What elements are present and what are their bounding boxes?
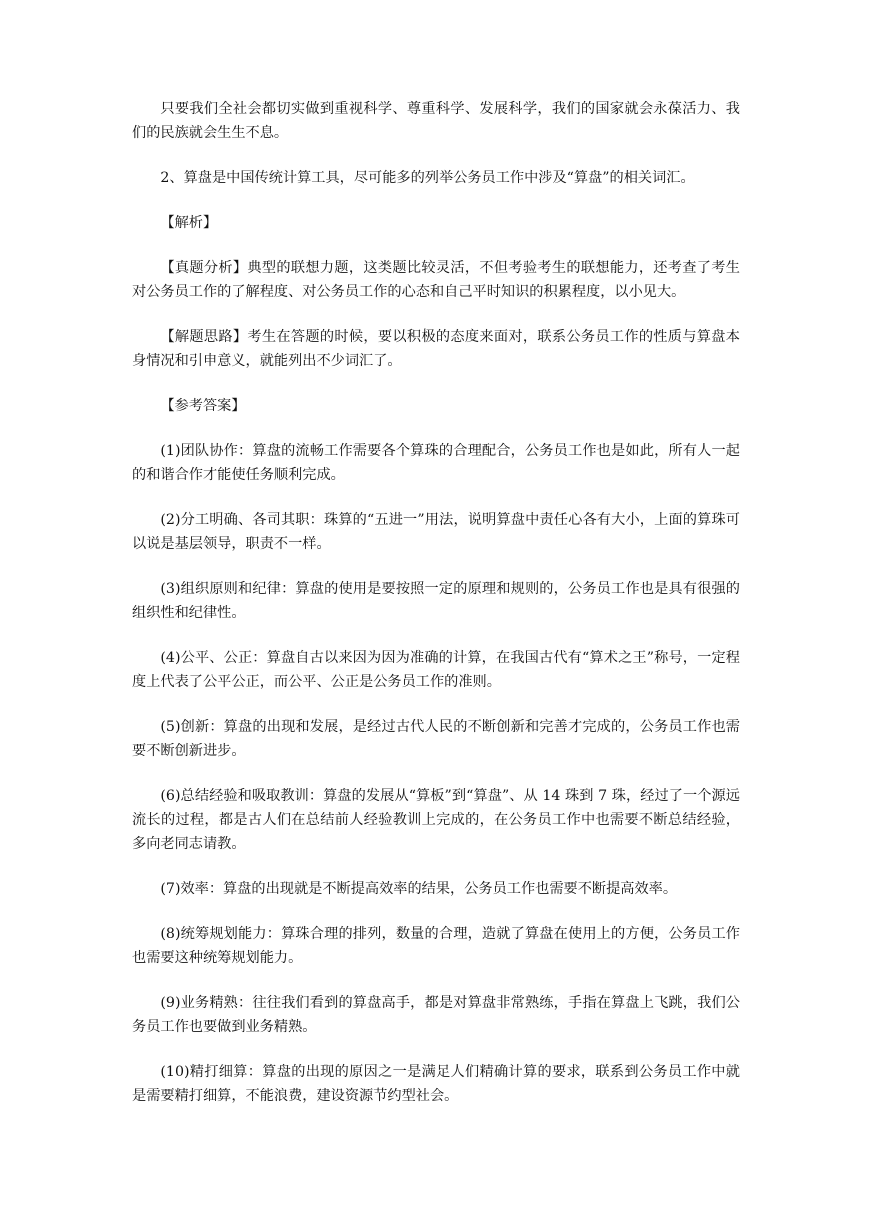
reference-answer-heading: 【参考答案】 <box>160 398 246 414</box>
closing-paragraph: 只要我们全社会都切实做到重视科学、尊重科学、发展科学，我们的国家就会永葆活力、我们的民族就会生生不息。 <box>132 101 740 141</box>
answer-item-3: (3)组织原则和纪律：算盘的使用是要按照一定的原理和规则的，公务员工作也是具有很强的组织性和纪律性。 <box>132 581 740 621</box>
answer-item-5: (5)创新：算盘的出现和发展，是经过古代人民的不断创新和完善才完成的，公务员工作也需要不断创新进步。 <box>132 719 740 759</box>
question-analysis: 【真题分析】典型的联想力题，这类题比较灵活，不但考验考生的联想能力，还考查了考生对公务员工作的了解程度、对公务员工作的心态和自己平时知识的积累程度，以小见大。 <box>132 260 740 300</box>
answer-item-6: (6)总结经验和吸取教训：算盘的发展从“算板”到“算盘”、从 14 珠到 7 珠，经过了一个源远流长的过程，都是古人们在总结前人经验教训上完成的，在公务员工作中也需要不断总结经验，多向老同志请教。 <box>132 788 740 852</box>
answer-item-4: (4)公平、公正：算盘自古以来因为因为准确的计算，在我国古代有“算术之王”称号，一定程度上代表了公平公正，而公平、公正是公务员工作的准则。 <box>132 650 740 690</box>
answer-item-2: (2)分工明确、各司其职：珠算的“五进一”用法，说明算盘中责任心各有大小，上面的算珠可以说是基层领导，职责不一样。 <box>132 512 740 552</box>
answer-item-9: (9)业务精熟：往往我们看到的算盘高手，都是对算盘非常熟练，手指在算盘上飞跳，我们公务员工作也要做到业务精熟。 <box>132 995 740 1035</box>
analysis-heading: 【解析】 <box>160 215 218 231</box>
answer-item-1: (1)团队协作：算盘的流畅工作需要各个算珠的合理配合，公务员工作也是如此，所有人一起的和谐合作才能使任务顺利完成。 <box>132 443 740 483</box>
document-body <box>132 97 740 1129</box>
answer-item-8: (8)统筹规划能力：算珠合理的排列，数量的合理，造就了算盘在使用上的方便，公务员工作也需要这种统筹规划能力。 <box>132 926 740 966</box>
answer-item-7: (7)效率：算盘的出现就是不断提高效率的结果，公务员工作也需要不断提高效率。 <box>160 881 678 897</box>
answer-item-10: (10)精打细算：算盘的出现的原因之一是满足人们精确计算的要求，联系到公务员工作中就是需要精打细算，不能浪费，建设资源节约型社会。 <box>132 1064 740 1104</box>
question-2: 2、算盘是中国传统计算工具，尽可能多的列举公务员工作中涉及“算盘”的相关词汇。 <box>160 170 695 186</box>
solution-approach: 【解题思路】考生在答题的时候，要以积极的态度来面对，联系公务员工作的性质与算盘本身情况和引申意义，就能列出不少词汇了。 <box>132 329 740 369</box>
